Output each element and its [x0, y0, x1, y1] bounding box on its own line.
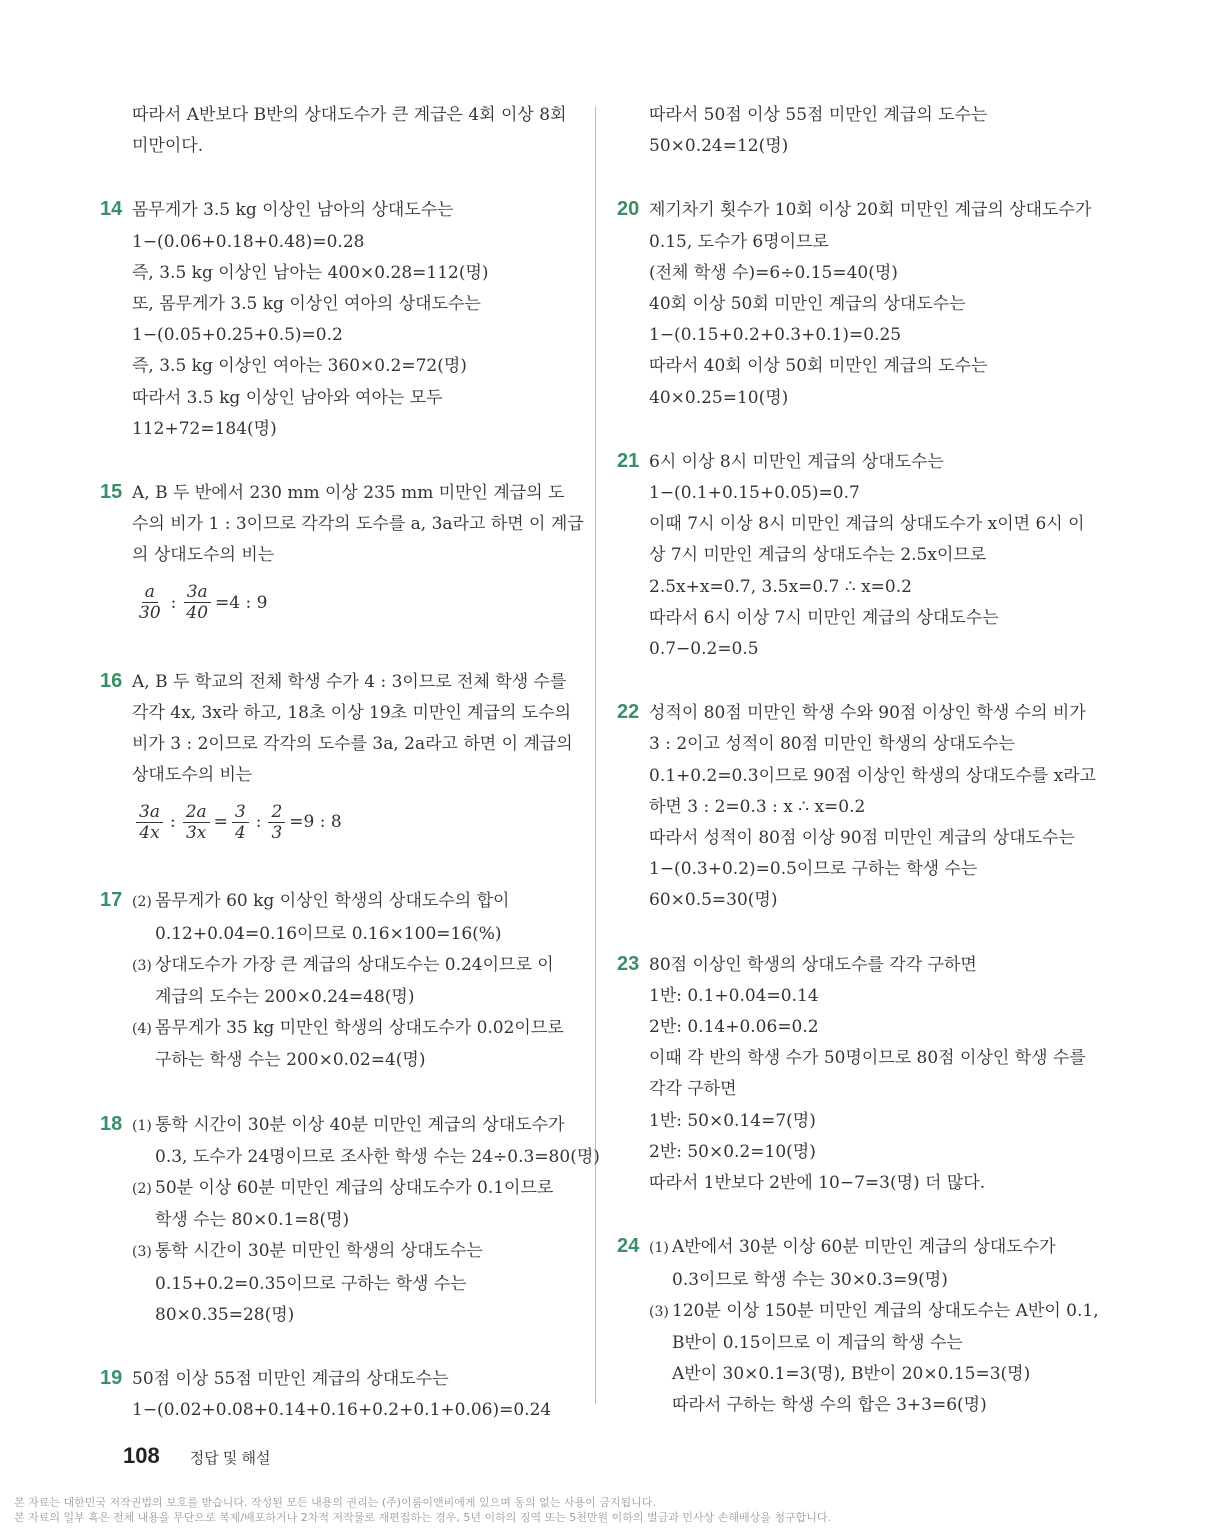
text-line: 즉, 3.5 kg 이상인 여아는 360×0.2=72(명) [132, 356, 467, 377]
text-line: 따라서 6시 이상 7시 미만인 계급의 상대도수는 [649, 607, 999, 628]
sub-item-marker: (2) [132, 894, 152, 911]
text-line: 50점 이상 55점 미만인 계급의 상대도수는 [132, 1369, 449, 1390]
sub-item-marker: (4) [132, 1021, 152, 1038]
problem-15 [100, 477, 584, 634]
problem-20 [617, 194, 1107, 413]
text-line: 따라서 성적이 80점 이상 90점 미만인 계급의 상대도수는 [649, 828, 1075, 849]
right-intro [617, 100, 1107, 162]
text-line: 따라서 3.5 kg 이상인 남아와 여아는 모두 [132, 387, 443, 408]
text-line: 미만이다. [132, 136, 204, 157]
problem-number: 20 [617, 198, 640, 221]
fraction: $\frac{2}{3}$ [268, 802, 285, 843]
fraction: $\frac{3a}{40}$ [183, 582, 211, 623]
problem-number: 17 [100, 889, 123, 912]
fraction: $\frac{a}{30}$ [139, 582, 161, 624]
text-line: 1−(0.06+0.18+0.48)=0.28 [132, 231, 365, 252]
page-number: 108 [123, 1443, 160, 1468]
text-line: 성적이 80점 미만인 학생 수와 90점 이상인 학생 수의 비가 [649, 703, 1086, 724]
text-line: 40×0.25=10(명) [649, 387, 789, 408]
copyright-line: 본 자료는 대한민국 저작권법의 보호를 받습니다. 작성된 모든 내용의 권리는 (주)이룸이앤비에게 있으며 동의 없는 사용이 금지됩니다. [14, 1496, 656, 1509]
text-line: 학생 수는 80×0.1=8(명) [155, 1210, 350, 1231]
text-line: 제기차기 횟수가 10회 이상 20회 미만인 계급의 상대도수가 [649, 200, 1092, 221]
text-line: 0.7−0.2=0.5 [649, 639, 759, 660]
text-line: 1−(0.1+0.15+0.05)=0.7 [649, 483, 860, 504]
text-line: B반이 0.15이므로 이 계급의 학생 수는 [672, 1332, 963, 1353]
text-line: 0.3, 도수가 24명이므로 조사한 학생 수는 24÷0.3=80(명) [155, 1146, 600, 1167]
text-line: 이때 7시 이상 8시 미만인 계급의 상대도수가 x이면 6시 이 [649, 514, 1085, 535]
text-line: 몸무게가 3.5 kg 이상인 남아의 상대도수는 [132, 200, 454, 221]
text-line: 따라서 구하는 학생 수의 합은 3+3=6(명) [672, 1395, 987, 1416]
text-line: 각각 구하면 [649, 1079, 737, 1100]
text-line: 각각 4x, 3x라 하고, 18초 이상 19초 미만인 계급의 도수의 [132, 702, 572, 723]
text-line: 0.15+0.2=0.35이므로 구하는 학생 수는 [155, 1273, 467, 1294]
problem-22 [617, 697, 1107, 916]
problem-number: 19 [100, 1367, 123, 1390]
text-line: 80×0.35=28(명) [155, 1304, 295, 1325]
text-line: 3 : 2이고 성적이 80점 미만인 학생의 상대도수는 [649, 734, 1015, 755]
text-line: 따라서 1반보다 2반에 10−7=3(명) 더 많다. [649, 1173, 986, 1194]
text-line: 0.3이므로 학생 수는 30×0.3=9(명) [672, 1269, 948, 1290]
text-line: 의 상대도수의 비는 [132, 545, 275, 566]
text-line: 통학 시간이 30분 이상 40분 미만인 계급의 상대도수가 [155, 1114, 565, 1135]
text-line: 따라서 A반보다 B반의 상대도수가 큰 계급은 4회 이상 8회 [132, 105, 567, 125]
problem-number: 16 [100, 669, 123, 692]
sub-item-marker: (1) [649, 1240, 669, 1257]
problem-21 [617, 446, 1107, 665]
problem-24 [617, 1231, 1107, 1421]
problem-17 [100, 885, 578, 1076]
text-line: 50×0.24=12(명) [649, 136, 789, 157]
text-line: 통학 시간이 30분 미만인 학생의 상대도수는 [155, 1241, 483, 1262]
text-line: 몸무게가 60 kg 이상인 학생의 상대도수의 합이 [155, 891, 510, 912]
text-line: A, B 두 반에서 230 mm 이상 235 mm 미만인 계급의 도 [132, 483, 565, 504]
text-line: 이때 각 반의 학생 수가 50명이므로 80점 이상인 학생 수를 [649, 1048, 1086, 1069]
section-title: 정답 및 해설 [189, 1450, 271, 1467]
text-line: 상대도수가 가장 큰 계급의 상대도수는 0.24이므로 이 [155, 954, 554, 975]
text-line: 수의 비가 1 : 3이므로 각각의 도수를 a, 3a라고 하면 이 계급 [132, 514, 584, 535]
problem-23 [617, 949, 1107, 1200]
text-line: A반에서 30분 이상 60분 미만인 계급의 상대도수가 [672, 1237, 1056, 1258]
sub-item-marker: (3) [132, 1244, 152, 1261]
text-line: 50분 이상 60분 미만인 계급의 상대도수가 0.1이므로 [155, 1178, 554, 1199]
text-line: 상대도수의 비는 [132, 765, 253, 786]
text-line: 112+72=184(명) [132, 418, 277, 439]
text-line: 따라서 50점 이상 55점 미만인 계급의 도수는 [649, 105, 988, 125]
text-line: 1−(0.05+0.25+0.5)=0.2 [132, 325, 343, 346]
problem-number: 21 [617, 449, 640, 472]
problem-number: 18 [100, 1112, 123, 1135]
sub-item-marker: (3) [649, 1303, 669, 1320]
text-line: 0.12+0.04=0.16이므로 0.16×100=16(%) [155, 923, 502, 944]
problem-number: 23 [617, 952, 640, 975]
text-line: A, B 두 학교의 전체 학생 수가 4 : 3이므로 전체 학생 수를 [132, 671, 567, 692]
text-line: 80점 이상인 학생의 상대도수를 각각 구하면 [649, 954, 977, 975]
text-line: 즉, 3.5 kg 이상인 남아는 400×0.28=112(명) [132, 262, 489, 283]
left-column [100, 100, 600, 1427]
text-line: 1반: 0.1+0.04=0.14 [649, 985, 819, 1006]
left-intro [100, 100, 578, 162]
problem-number: 22 [617, 701, 640, 724]
text-line: 1−(0.15+0.2+0.3+0.1)=0.25 [649, 325, 902, 346]
ratio-equation: $\frac{3a}{4x}$ : $\frac{2a}{3x}$ = $\frac{3}{4}$ : $\frac{2}{3}$ =9 : 8 [100, 791, 578, 853]
text-line: 0.1+0.2=0.3이므로 90점 이상인 학생의 상대도수를 x라고 [649, 765, 1097, 786]
text-line: 2.5x+x=0.7, 3.5x=0.7 ∴ x=0.2 [649, 576, 912, 597]
right-column [617, 100, 1107, 1422]
fraction: $\frac{3}{4}$ [232, 802, 249, 843]
copyright-line: 본 자료의 일부 혹은 전체 내용을 무단으로 복제/배포하거나 2차적 저작물로 재편집하는 경우, 5년 이하의 징역 또는 5천만원 이하의 벌금과 민사상 손해배상을 청구합니다. [14, 1511, 832, 1524]
text-line: 2반: 0.14+0.06=0.2 [649, 1017, 819, 1038]
page-footer [123, 1443, 271, 1469]
text-line: 몸무게가 35 kg 미만인 학생의 상대도수가 0.02이므로 [155, 1018, 564, 1039]
column-divider [595, 106, 596, 1404]
text-line: 또, 몸무게가 3.5 kg 이상인 여아의 상대도수는 [132, 294, 481, 315]
text-line: A반이 30×0.1=3(명), B반이 20×0.15=3(명) [672, 1364, 1031, 1385]
sub-item-marker: (2) [132, 1181, 152, 1198]
text-line: 0.15, 도수가 6명이므로 [649, 231, 829, 252]
fraction: $\frac{2a}{3x}$ [183, 802, 210, 843]
text-line: 비가 3 : 2이므로 각각의 도수를 3a, 2a라고 하면 이 계급의 [132, 734, 573, 755]
text-line: 40회 이상 50회 미만인 계급의 상대도수는 [649, 294, 966, 315]
text-line: 6시 이상 8시 미만인 계급의 상대도수는 [649, 451, 944, 472]
text-line: 따라서 40회 이상 50회 미만인 계급의 도수는 [649, 356, 988, 377]
problem-18 [100, 1109, 600, 1331]
fraction: $\frac{3a}{4x}$ [136, 802, 163, 843]
sub-item-marker: (1) [132, 1117, 152, 1134]
problem-14 [100, 194, 578, 445]
text-line: 60×0.5=30(명) [649, 890, 778, 911]
text-line: 1−(0.02+0.08+0.14+0.16+0.2+0.1+0.06)=0.24 [132, 1400, 552, 1421]
problem-number: 14 [100, 198, 123, 221]
sub-item-marker: (3) [132, 957, 152, 974]
text-line: 1반: 50×0.14=7(명) [649, 1110, 816, 1131]
copyright-notice [14, 1495, 831, 1525]
ratio-equation: $\frac{a}{30}$ : $\frac{3a}{40}$ =4 : 9 [100, 572, 578, 634]
problem-16 [100, 666, 578, 854]
text-line: 계급의 도수는 200×0.24=48(명) [155, 987, 415, 1008]
text-line: 하면 3 : 2=0.3 : x ∴ x=0.2 [649, 796, 866, 817]
problem-19 [100, 1363, 578, 1426]
text-line: 120분 이상 150분 미만인 계급의 상대도수는 A반이 0.1, [672, 1300, 1099, 1321]
text-line: (전체 학생 수)=6÷0.15=40(명) [649, 262, 898, 283]
problem-number: 15 [100, 481, 123, 504]
text-line: 구하는 학생 수는 200×0.02=4(명) [155, 1050, 426, 1071]
text-line: 2반: 50×0.2=10(명) [649, 1141, 816, 1162]
text-line: 상 7시 미만인 계급의 상대도수는 2.5x이므로 [649, 545, 987, 566]
text-line: 1−(0.3+0.2)=0.5이므로 구하는 학생 수는 [649, 859, 978, 880]
problem-number: 24 [617, 1235, 640, 1258]
